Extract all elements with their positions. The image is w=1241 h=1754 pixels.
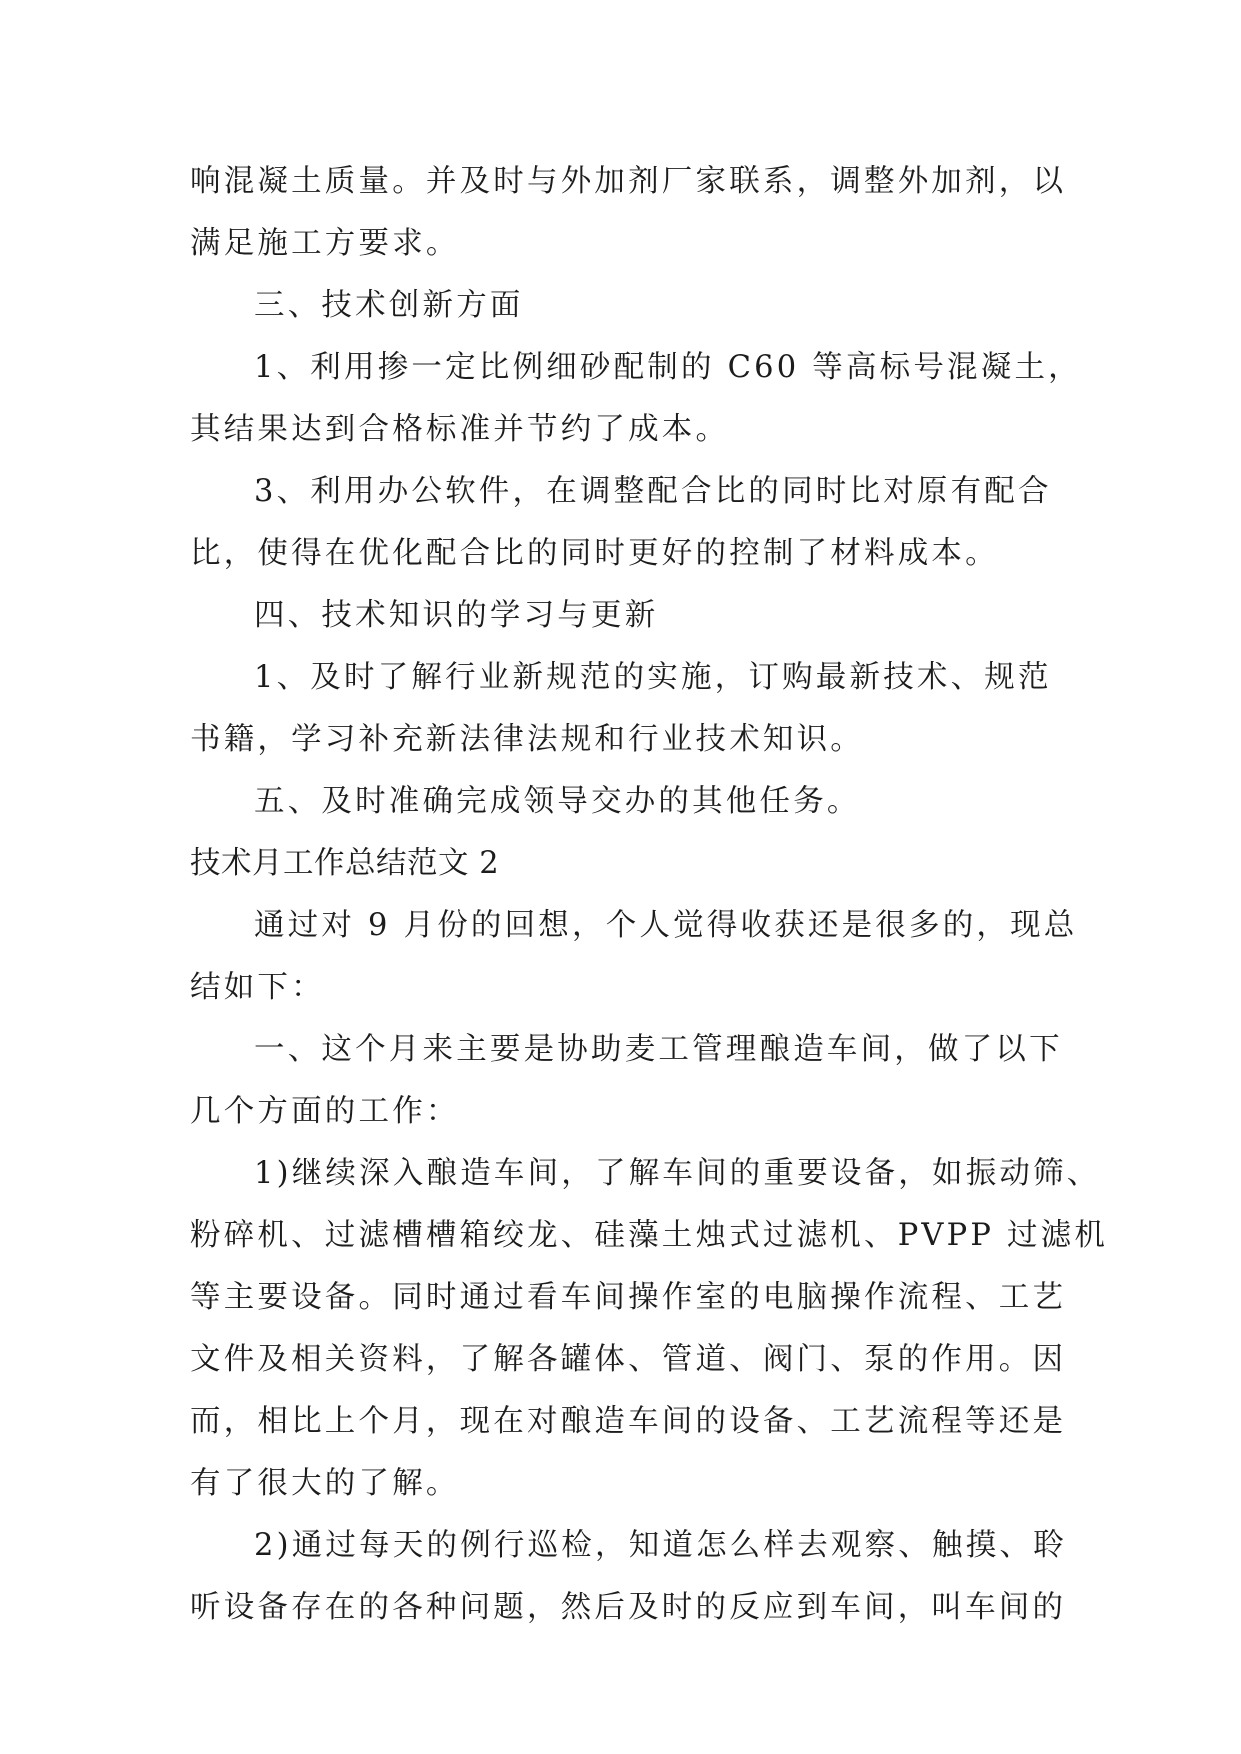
document-title: 技术月工作总结范文 2 bbox=[190, 846, 500, 881]
section-heading: 三、技术创新方面 bbox=[254, 288, 524, 323]
body-line: 通过对 9 月份的回想，个人觉得收获还是很多的，现总 bbox=[254, 908, 1078, 943]
body-line: 等主要设备。同时通过看车间操作室的电脑操作流程、工艺 bbox=[190, 1280, 1067, 1315]
body-line: 响混凝土质量。并及时与外加剂厂家联系，调整外加剂，以 bbox=[190, 164, 1067, 199]
body-line: 比，使得在优化配合比的同时更好的控制了材料成本。 bbox=[190, 536, 999, 571]
section-heading: 四、技术知识的学习与更新 bbox=[254, 598, 659, 633]
section-heading: 一、这个月来主要是协助麦工管理酿造车间，做了以下 bbox=[254, 1032, 1063, 1067]
body-line: 粉碎机、过滤槽槽箱绞龙、硅藻土烛式过滤机、PVPP 过滤机 bbox=[190, 1218, 1109, 1253]
body-line: 满足施工方要求。 bbox=[190, 226, 460, 261]
body-line: 听设备存在的各种问题，然后及时的反应到车间，叫车间的 bbox=[190, 1590, 1067, 1625]
section-heading: 五、及时准确完成领导交办的其他任务。 bbox=[254, 784, 861, 819]
document-body bbox=[190, 151, 1109, 1639]
body-line: 其结果达到合格标准并节约了成本。 bbox=[190, 412, 730, 447]
body-line: 文件及相关资料，了解各罐体、管道、阀门、泵的作用。因 bbox=[190, 1342, 1067, 1377]
body-line: 2)通过每天的例行巡检，知道怎么样去观察、触摸、聆 bbox=[254, 1528, 1067, 1563]
body-line: 1、及时了解行业新规范的实施，订购最新技术、规范 bbox=[254, 660, 1052, 695]
body-line: 结如下： bbox=[190, 970, 325, 1005]
body-line: 几个方面的工作： bbox=[190, 1094, 460, 1129]
body-line: 1、利用掺一定比例细砂配制的 C60 等高标号混凝土， bbox=[254, 350, 1082, 385]
body-line: 而，相比上个月，现在对酿造车间的设备、工艺流程等还是 bbox=[190, 1404, 1067, 1439]
body-line: 3、利用办公软件，在调整配合比的同时比对原有配合 bbox=[254, 474, 1052, 509]
body-line: 1)继续深入酿造车间，了解车间的重要设备，如振动筛、 bbox=[254, 1156, 1101, 1191]
body-line: 书籍，学习补充新法律法规和行业技术知识。 bbox=[190, 722, 864, 757]
body-line: 有了很大的了解。 bbox=[190, 1466, 460, 1501]
